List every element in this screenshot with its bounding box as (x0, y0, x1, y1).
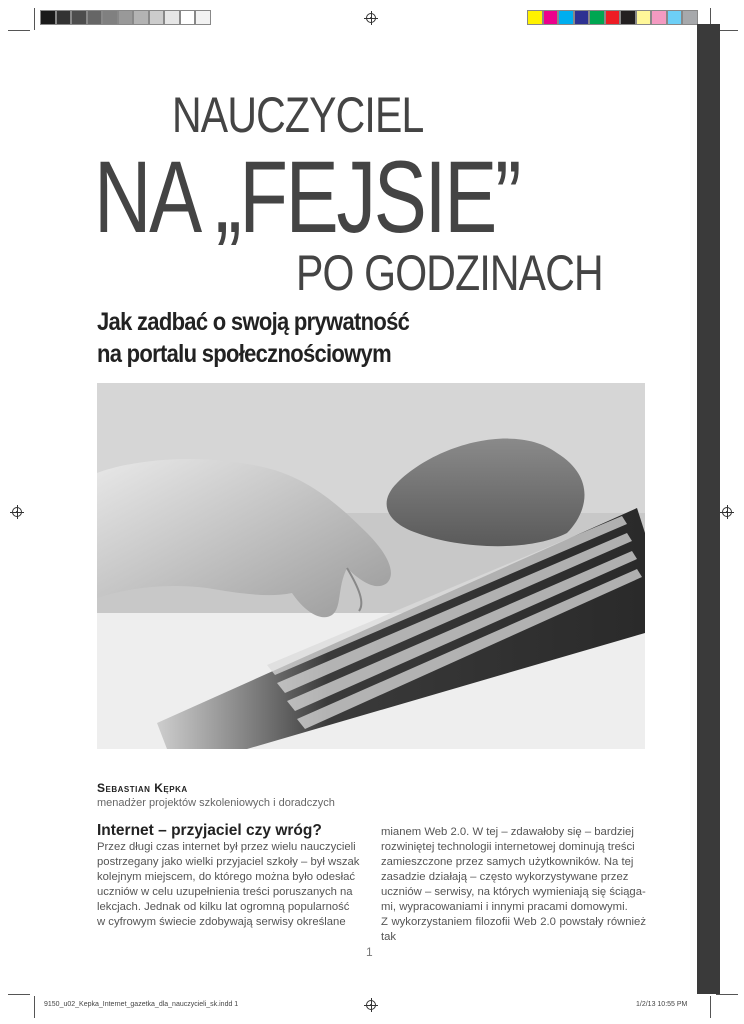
text-line: kolejnym miejscem, do którego można było odesłać (97, 871, 356, 883)
text-line: mianem Web 2.0. W tej – zdawałoby się – bardziej (381, 826, 634, 838)
file-date: 1/2/13 10:55 PM (636, 1001, 688, 1008)
crop-mark (8, 994, 30, 995)
color-swatch (56, 10, 72, 25)
color-swatch (589, 10, 605, 25)
color-swatch (87, 10, 103, 25)
color-swatch (543, 10, 559, 25)
registration-mark-icon (364, 11, 378, 25)
page-edge-bar (697, 24, 720, 994)
color-swatch (574, 10, 590, 25)
registration-mark-icon (364, 998, 378, 1012)
color-swatch (636, 10, 652, 25)
color-swatch (558, 10, 574, 25)
color-swatch (605, 10, 621, 25)
crop-mark (710, 996, 711, 1018)
text-line: zasadzie działają – często wykorzystywane przez (381, 871, 629, 883)
color-swatch (71, 10, 87, 25)
color-swatch (527, 10, 543, 25)
keyboard-hands-photo (97, 383, 645, 749)
text-line: w cyfrowym świecie zdobywają serwisy określane (97, 916, 346, 928)
color-swatch (102, 10, 118, 25)
color-swatch (40, 10, 56, 25)
color-swatch (118, 10, 134, 25)
text-line: zamieszczone przez samych użytkowników. Na tej (381, 856, 634, 868)
process-color-bar (527, 10, 698, 25)
color-swatch (164, 10, 180, 25)
color-swatch (133, 10, 149, 25)
text-line: Z wykorzystaniem filozofii Web 2.0 powstały również tak (381, 916, 646, 943)
subtitle (97, 306, 409, 370)
text-line: lekcjach. Jednak od kilku lat ogromną popularność (97, 901, 350, 913)
crop-mark (34, 8, 35, 30)
title-line-1: NAUCZYCIEL (172, 87, 424, 143)
color-swatch (620, 10, 636, 25)
color-swatch (651, 10, 667, 25)
color-swatch (180, 10, 196, 25)
file-slug: 9150_u02_Kepka_Internet_gazetka_dla_nauczycieli_sk.indd 1 (44, 1001, 239, 1008)
color-swatch (667, 10, 683, 25)
color-swatch (195, 10, 211, 25)
text-line: postrzegany jako wielki przyjaciel szkoły – był wszak (97, 856, 360, 868)
author-name: Sebastian Kępka (97, 781, 188, 795)
gray-color-bar (40, 10, 211, 25)
color-swatch (149, 10, 165, 25)
registration-mark-icon (720, 505, 734, 519)
text-line: uczniów w celu uzupełnienia treści poruszanych na (97, 886, 353, 898)
subtitle-line-2: na portalu społecznościowym (97, 340, 391, 368)
text-line: uczniów – serwisy, na których wymieniają się ściąga- (381, 886, 646, 898)
text-line: mi, wypracowaniami i innymi pracami domowymi. (381, 901, 628, 913)
registration-mark-icon (10, 505, 24, 519)
crop-mark (34, 996, 35, 1018)
title-line-3: PO GODZINACH (296, 245, 603, 301)
color-swatch (682, 10, 698, 25)
page-number: 1 (366, 945, 373, 959)
text-line: Przez długi czas internet był przez wielu nauczycieli (97, 841, 356, 853)
text-line: rozwiniętej technologii internetowej dominują treści (381, 841, 635, 853)
crop-mark (8, 30, 30, 31)
crop-mark (716, 994, 738, 995)
article-column-1 (97, 840, 362, 930)
title-line-2: NA „FEJSIE” (94, 140, 520, 254)
article-column-2 (381, 825, 646, 945)
author-role: menadżer projektów szkoleniowych i doradczych (97, 797, 335, 809)
article-heading: Internet – przyjaciel czy wróg? (97, 822, 322, 839)
subtitle-line-1: Jak zadbać o swoją prywatność (97, 308, 410, 336)
